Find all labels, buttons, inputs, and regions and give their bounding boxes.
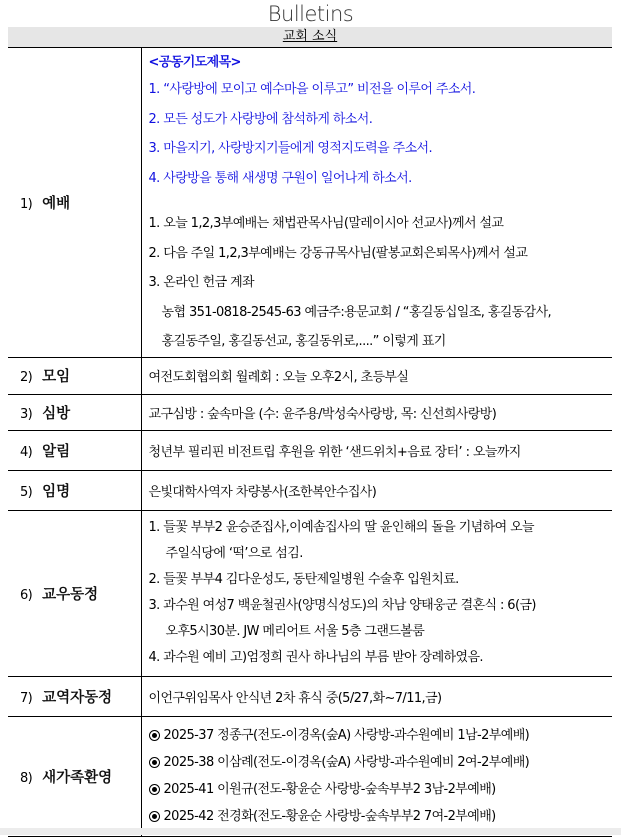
row-content: 청년부 필리핀 비전트립 후원을 위한 ‘샌드위치+음료 장터’ : 오늘까지 xyxy=(141,430,612,470)
table-row xyxy=(8,510,612,676)
row-content xyxy=(141,716,612,836)
prayer-item: 3. 마을지기, 사랑방지기들에게 영적지도력을 주소서. xyxy=(148,141,433,156)
radio-bullet-icon xyxy=(149,784,160,795)
account-info: 홍길동주일, 홍길동선교, 홍길동위로,....” 이렇게 표기 xyxy=(161,334,446,349)
row-content: 교구심방 : 숲속마을 (수: 윤주용/박성숙사랑방, 목: 신선희사랑방) xyxy=(141,394,612,430)
table-row xyxy=(8,716,612,836)
row-title: 임명 xyxy=(42,483,71,500)
new-family-item xyxy=(149,749,613,776)
radio-bullet-icon xyxy=(149,811,160,822)
news-item: 4. 과수원 예비 고)엄정희 권사 하나님의 부름 받아 장례하였음. xyxy=(148,650,483,665)
table-row xyxy=(8,676,612,716)
new-family-item xyxy=(149,803,613,830)
row-number: 7) xyxy=(20,690,33,706)
bottom-strip xyxy=(0,828,621,835)
row-title: 새가족환영 xyxy=(42,769,113,786)
new-family-text: 2025-38 이삼례(전도-이경옥(숲A) 사랑방-과수원예비 2여-2부예배) xyxy=(163,755,530,770)
table-row xyxy=(8,430,612,470)
row-label xyxy=(8,394,141,430)
news-item: 2. 들꽃 부부4 김다운성도, 동탄제일병원 수술후 입원치료. xyxy=(148,572,459,587)
notice-item: 2. 다음 주일 1,2,3부예배는 강동규목사님(팔봉교회은퇴목사)께서 설교 xyxy=(148,245,528,261)
new-family-item xyxy=(149,722,613,749)
prayer-item: 4. 사랑방을 통해 새생명 구원이 일어나게 하소서. xyxy=(148,170,412,186)
row-content xyxy=(141,48,612,358)
new-family-item xyxy=(149,776,613,803)
row-number: 3) xyxy=(20,406,33,422)
row-label xyxy=(8,48,141,358)
table-row xyxy=(8,48,612,358)
row-number: 2) xyxy=(20,370,33,385)
prayer-item: 2. 모든 성도가 사랑방에 참석하게 하소서. xyxy=(148,111,373,127)
row-label xyxy=(8,676,141,716)
row-number: 1) xyxy=(20,196,33,212)
row-title: 심방 xyxy=(42,405,71,422)
row-label xyxy=(8,510,141,676)
new-family-text: 2025-42 전경화(전도-황윤순 사랑방-숲속부부2 7여-2부예배) xyxy=(163,809,496,824)
row-title: 교역자동정 xyxy=(42,689,113,706)
news-item: 1. 들꽃 부부2 윤승준집사,이예솜집사의 딸 윤인해의 돌을 기념하여 오늘 xyxy=(148,520,534,535)
new-family-text: 2025-37 정종구(전도-이경옥(숲A) 사랑방-과수원예비 1남-2부예배) xyxy=(163,728,530,743)
notice-item: 1. 오늘 1,2,3부예배는 채법관목사님(말레이시아 선교사)께서 설교 xyxy=(148,216,504,231)
prayer-title: <공동기도제목> xyxy=(148,55,241,70)
radio-bullet-icon xyxy=(149,730,160,741)
news-item-cont: 오후5시30분. JW 메리어트 서울 5층 그랜드볼룸 xyxy=(165,624,425,639)
bulletin-table xyxy=(8,47,612,837)
table-row xyxy=(8,357,612,394)
notice-item: 3. 온라인 헌금 계좌 xyxy=(148,275,255,290)
row-content: 여전도회협의회 월례회 : 오늘 오후2시, 초등부실 xyxy=(141,357,612,394)
table-row xyxy=(8,470,612,510)
new-family-text: 2025-41 이원규(전도-황윤순 사랑방-숲속부부2 3남-2부예배) xyxy=(163,782,496,797)
row-number: 4) xyxy=(20,444,33,460)
row-number: 6) xyxy=(20,587,33,603)
news-item: 3. 과수원 여성7 백윤철권사(양명식성도)의 차남 양태웅군 결혼식 : 6(금) xyxy=(148,598,536,613)
row-title: 교우동정 xyxy=(42,586,99,603)
row-label xyxy=(8,430,141,470)
row-number: 5) xyxy=(20,484,33,500)
row-label xyxy=(8,716,141,836)
radio-bullet-icon xyxy=(149,757,160,768)
account-info: 농협 351-0818-2545-63 예금주:용문교회 / “홍길동십일조, 홍길동감사, xyxy=(161,304,552,320)
row-content xyxy=(141,510,612,676)
news-item-cont: 주일식당에 ‘떡’으로 섬김. xyxy=(165,546,303,561)
row-content: 이언구위임목사 안식년 2차 휴식 중(5/27,화~7/11,금) xyxy=(141,676,612,716)
row-number: 8) xyxy=(20,770,33,786)
row-content: 은빛대학사역자 차량봉사(조한복안수집사) xyxy=(141,470,612,510)
table-row xyxy=(8,394,612,430)
prayer-item: 1. “사랑방에 모이고 예수마을 이루고” 비전을 이루어 주소서. xyxy=(148,82,476,97)
row-title: 모임 xyxy=(42,369,71,385)
row-title: 알림 xyxy=(42,443,71,460)
row-title: 예배 xyxy=(42,195,71,212)
row-label xyxy=(8,470,141,510)
page-title: Bulletins xyxy=(267,2,354,26)
row-label xyxy=(8,357,141,394)
section-header: 교회 소식 xyxy=(8,27,612,47)
